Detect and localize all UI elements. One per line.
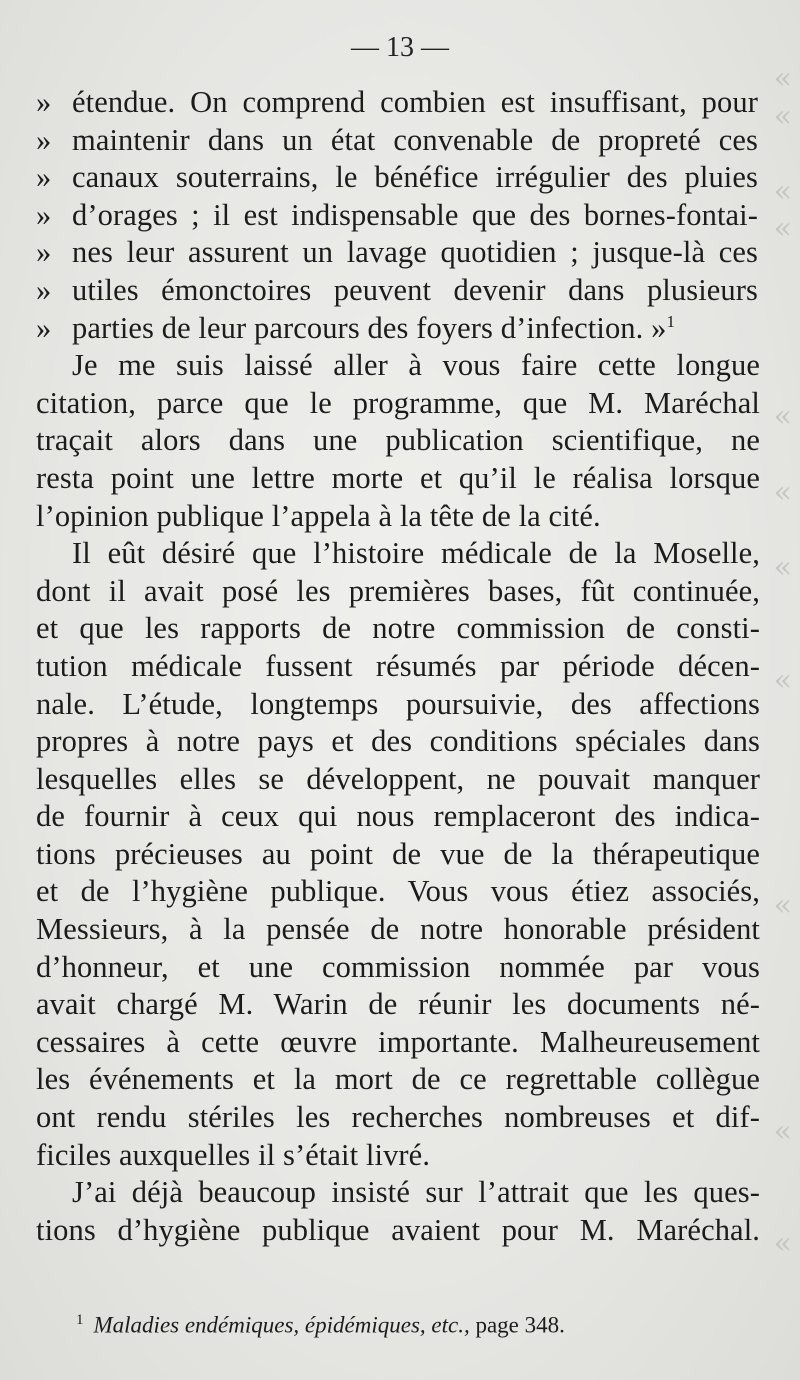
paragraph-line: l’opinion publique l’appela à la tête de la cité.: [36, 498, 601, 533]
paragraph-line: et que les rapports de notre commission de consti-: [36, 611, 760, 646]
quote-line-text: [72, 310, 758, 348]
paragraph-line: tions précieuses au point de vue de la thérapeutique: [36, 836, 760, 871]
quote-line-text: maintenir dans un état convenable de propreté ces: [72, 122, 758, 157]
guillemet-mark: »: [36, 85, 52, 119]
paragraph-line: les événements et la mort de ce regrettable collègue: [36, 1062, 760, 1097]
footnote-italic-text: Maladies endémiques, épidémiques, etc.,: [93, 1312, 470, 1338]
paragraph-line: tions d’hygiène publique avaient pour M. Maréchal.: [36, 1212, 760, 1247]
footnote-reference[interactable]: 1: [666, 311, 676, 331]
guillemet-mark: »: [36, 235, 52, 270]
page-number: — 13 —: [351, 32, 449, 63]
paragraph: [36, 347, 760, 535]
guillemet-mark: »: [36, 272, 52, 307]
quote-line: [36, 310, 760, 348]
quote-line-text: nes leur assurent un lavage quotidien ; jusque-là ces: [72, 235, 758, 270]
paragraph-line: J’ai déjà beaucoup insisté sur l’attrait que les ques-: [72, 1175, 760, 1210]
paragraph: [36, 535, 760, 1174]
guillemet-mark: »: [36, 197, 52, 232]
quote-line-text: utiles émonctoires peuvent devenir dans plusieurs: [72, 272, 758, 307]
quote-line: [36, 122, 760, 160]
paragraph-line: traçait alors dans une publication scientifique, ne: [36, 423, 760, 458]
paragraph-line: d’honneur, et une commission nommée par vous: [36, 949, 760, 984]
paragraph-line: nale. L’étude, longtemps poursuivie, des affections: [36, 686, 760, 721]
guillemet-mark: »: [36, 122, 52, 157]
paragraph-line: tution médicale fussent résumés par période décen-: [36, 648, 760, 683]
quote-block: [36, 84, 760, 347]
body-text: [36, 84, 760, 1249]
paragraph-line: Messieurs, à la pensée de notre honorable président: [36, 912, 760, 947]
paragraph: [36, 1174, 760, 1249]
bleed-through-marks: « « « « « « « « « « «: [773, 61, 792, 1262]
quote-line: [36, 234, 760, 272]
paragraph-line: ont rendu stériles les recherches nombreuses et dif-: [36, 1100, 760, 1135]
quote-line-text: étendue. On comprend combien est insuffisant, pour: [72, 85, 758, 119]
paragraph-line: Il eût désiré que l’histoire médicale de la Moselle,: [72, 536, 760, 571]
guillemet-mark: »: [36, 310, 52, 345]
quote-line: [36, 84, 760, 122]
quote-line-text: d’orages ; il est indispensable que des bornes-fontai-: [72, 197, 758, 232]
paragraph-line: propres à notre pays et des conditions spéciales dans: [36, 724, 760, 759]
paragraph-line: et de l’hygiène publique. Vous vous étiez associés,: [36, 874, 760, 909]
paragraph-line: de fournir à ceux qui nous remplaceront des indica-: [36, 799, 760, 834]
paragraph-line: resta point une lettre morte et qu’il le réalisa lorsque: [36, 460, 760, 495]
paragraph-line: ficiles auxquelles il s’était livré.: [36, 1137, 431, 1172]
paragraph-line: lesquelles elles se développent, ne pouvait manquer: [36, 761, 760, 796]
quote-line-text: canaux souterrains, le bénéfice irrégulier des pluies: [72, 160, 758, 195]
paragraph-line: avait chargé M. Warin de réunir les documents né-: [36, 987, 760, 1022]
paragraph-line: dont il avait posé les premières bases, fût continuée,: [36, 573, 760, 608]
footnote: [76, 1300, 766, 1346]
paragraph-line: cessaires à cette œuvre importante. Malheureusement: [36, 1024, 760, 1059]
quote-line: [36, 159, 760, 197]
footnote-number: 1: [76, 1312, 84, 1328]
paragraph-line: Je me suis laissé aller à vous faire cette longue: [72, 348, 760, 383]
quote-line-last-text: parties de leur parcours des foyers d’infection. »: [72, 310, 667, 345]
footnote-text: page 348.: [469, 1312, 565, 1338]
quote-line: [36, 272, 760, 310]
quote-line: [36, 197, 760, 235]
paragraph-line: citation, parce que le programme, que M. Maréchal: [36, 385, 760, 420]
guillemet-mark: »: [36, 160, 52, 195]
